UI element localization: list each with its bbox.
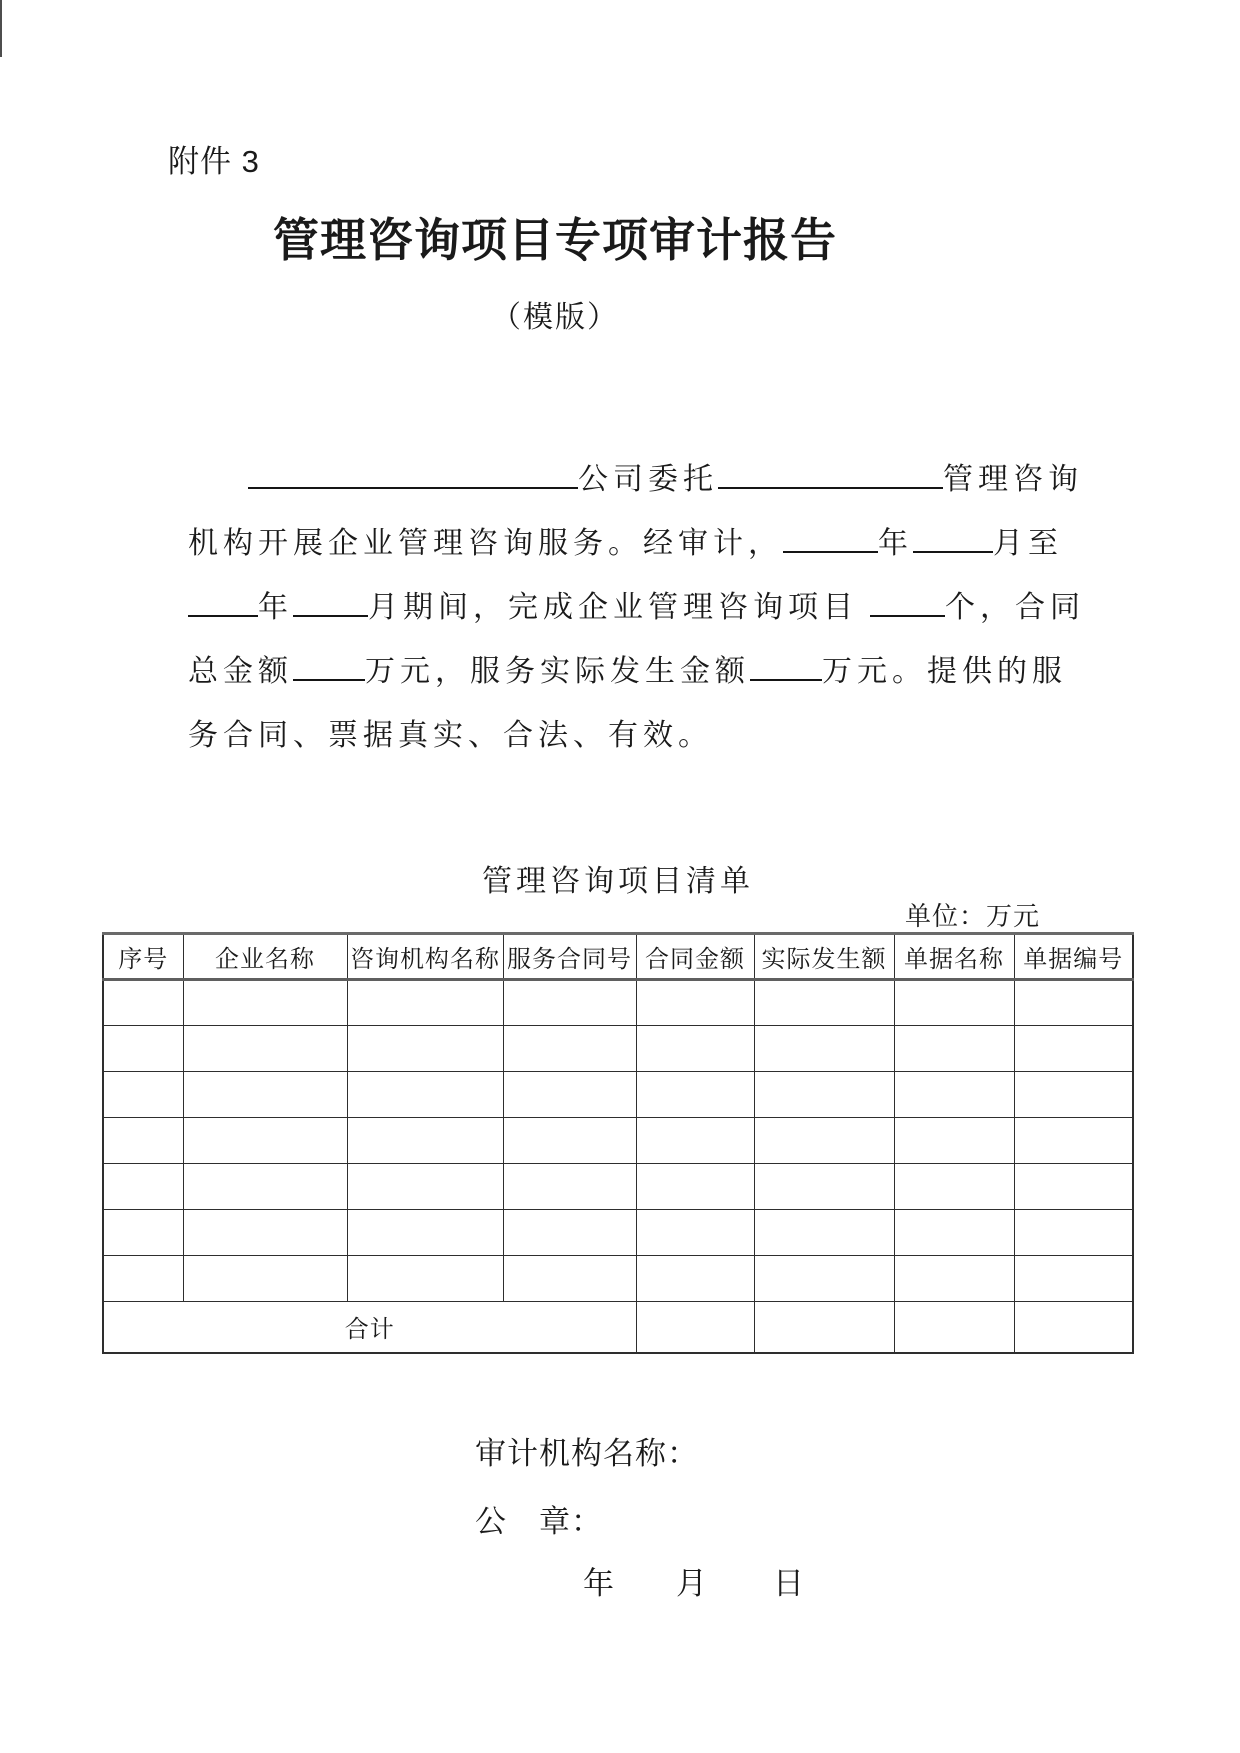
fill-in-blank <box>750 675 822 681</box>
paragraph-text: 管理咨询 <box>943 462 1083 497</box>
fill-in-blank <box>188 611 258 617</box>
empty-cell <box>347 1072 503 1118</box>
empty-cell <box>754 1210 894 1256</box>
empty-cell <box>103 1118 183 1164</box>
table-title: 管理咨询项目清单 <box>482 864 754 899</box>
empty-cell <box>754 1256 894 1302</box>
attachment-label: 附件 3 <box>168 144 260 179</box>
empty-cell <box>754 1026 894 1072</box>
empty-cell <box>503 1256 636 1302</box>
empty-cell <box>636 1256 754 1302</box>
paragraph-text: 月至 <box>993 526 1063 561</box>
header-row <box>103 934 1133 980</box>
empty-cell <box>503 1072 636 1118</box>
paragraph-text: 个，合同 <box>945 590 1085 625</box>
year-label: 年 <box>583 1566 614 1602</box>
empty-cell <box>183 1210 347 1256</box>
empty-cell <box>1014 1302 1133 1353</box>
empty-cell <box>183 1026 347 1072</box>
paragraph-text: 总金额 <box>188 654 293 689</box>
empty-cell <box>103 980 183 1026</box>
empty-cell <box>347 980 503 1026</box>
empty-cell <box>183 1072 347 1118</box>
empty-cell <box>103 1072 183 1118</box>
date-line <box>583 1558 804 1603</box>
empty-cell <box>894 1118 1014 1164</box>
body-paragraph <box>188 448 1108 768</box>
empty-cell <box>1014 1026 1133 1072</box>
empty-cell <box>1014 1072 1133 1118</box>
empty-cell <box>103 1164 183 1210</box>
month-label: 月 <box>676 1566 707 1602</box>
empty-cell <box>1014 1118 1133 1164</box>
table-row <box>103 980 1133 1026</box>
empty-cell <box>754 1118 894 1164</box>
empty-cell <box>894 1302 1014 1353</box>
fill-in-blank <box>293 675 365 681</box>
empty-cell <box>183 980 347 1026</box>
paragraph-text: 年 <box>878 526 913 561</box>
empty-cell <box>636 980 754 1026</box>
empty-cell <box>347 1256 503 1302</box>
projects-table <box>102 932 1134 1354</box>
paragraph-text: 务合同、票据真实、合法、有效。 <box>188 718 713 753</box>
header-cell-actual-amount: 实际发生额 <box>754 934 894 980</box>
empty-cell <box>894 1210 1014 1256</box>
paragraph-text: 公司委托 <box>578 462 718 497</box>
day-label: 日 <box>773 1566 804 1602</box>
document-title: 管理咨询项目专项审计报告 <box>273 214 837 266</box>
paragraph-text: 万元。提供的服 <box>822 654 1067 689</box>
paragraph-line-3 <box>188 576 1108 640</box>
empty-cell <box>503 1026 636 1072</box>
empty-cell <box>1014 1210 1133 1256</box>
empty-cell <box>183 1164 347 1210</box>
empty-cell <box>503 980 636 1026</box>
empty-cell <box>103 1256 183 1302</box>
total-row <box>103 1302 1133 1353</box>
table-header <box>103 934 1133 980</box>
header-cell-contract-amount: 合同金额 <box>636 934 754 980</box>
table-row <box>103 1210 1133 1256</box>
empty-cell <box>636 1118 754 1164</box>
table-row <box>103 1118 1133 1164</box>
empty-cell <box>347 1118 503 1164</box>
paragraph-text: 月期间，完成企业管理咨询项目 <box>368 590 858 625</box>
header-cell-agency: 咨询机构名称 <box>347 934 503 980</box>
empty-cell <box>1014 1256 1133 1302</box>
empty-cell <box>1014 1164 1133 1210</box>
paragraph-line-4 <box>188 640 1108 704</box>
fill-in-blank <box>718 483 943 489</box>
header-cell-seq: 序号 <box>103 934 183 980</box>
empty-cell <box>636 1302 754 1353</box>
fill-in-blank <box>248 483 578 489</box>
empty-cell <box>1014 980 1133 1026</box>
empty-cell <box>636 1164 754 1210</box>
header-cell-doc-no: 单据编号 <box>1014 934 1133 980</box>
empty-cell <box>636 1210 754 1256</box>
empty-cell <box>754 1302 894 1353</box>
fill-in-blank <box>293 611 368 617</box>
header-cell-contract-no: 服务合同号 <box>503 934 636 980</box>
table-footer <box>103 1302 1133 1353</box>
fill-in-blank <box>783 547 878 553</box>
empty-cell <box>754 1072 894 1118</box>
empty-cell <box>754 1164 894 1210</box>
unit-note: 单位：万元 <box>905 902 1041 932</box>
empty-cell <box>347 1026 503 1072</box>
empty-cell <box>103 1026 183 1072</box>
document-subtitle: （模版） <box>491 300 619 335</box>
paragraph-text: 万元，服务实际发生金额 <box>365 654 750 689</box>
table-row <box>103 1026 1133 1072</box>
empty-cell <box>503 1164 636 1210</box>
fill-in-blank <box>913 547 993 553</box>
empty-cell <box>894 1072 1014 1118</box>
total-label: 合计 <box>344 1315 395 1344</box>
header-cell-doc-name: 单据名称 <box>894 934 1014 980</box>
empty-cell <box>347 1164 503 1210</box>
empty-cell <box>503 1118 636 1164</box>
empty-cell <box>894 1026 1014 1072</box>
empty-cell <box>894 980 1014 1026</box>
empty-cell <box>636 1072 754 1118</box>
fill-in-blank <box>870 611 945 617</box>
empty-cell <box>636 1026 754 1072</box>
paragraph-text: 年 <box>258 590 293 625</box>
paragraph-line-5 <box>188 704 1108 768</box>
scan-artifact-line <box>0 0 2 57</box>
empty-cell <box>183 1256 347 1302</box>
paragraph-line-1 <box>188 448 1108 512</box>
paragraph-text: 机构开展企业管理咨询服务。经审计， <box>188 526 783 561</box>
empty-cell <box>103 1210 183 1256</box>
empty-cell <box>894 1164 1014 1210</box>
total-label-cell <box>103 1302 636 1353</box>
empty-cell <box>503 1210 636 1256</box>
table-body <box>103 980 1133 1302</box>
empty-cell <box>183 1118 347 1164</box>
table-row <box>103 1256 1133 1302</box>
paragraph-line-2 <box>188 512 1108 576</box>
empty-cell <box>754 980 894 1026</box>
header-cell-company: 企业名称 <box>183 934 347 980</box>
official-seal-label: 公 章： <box>475 1504 603 1540</box>
table-row <box>103 1164 1133 1210</box>
empty-cell <box>894 1256 1014 1302</box>
empty-cell <box>347 1210 503 1256</box>
table-row <box>103 1072 1133 1118</box>
auditor-name-label: 审计机构名称： <box>475 1436 699 1472</box>
